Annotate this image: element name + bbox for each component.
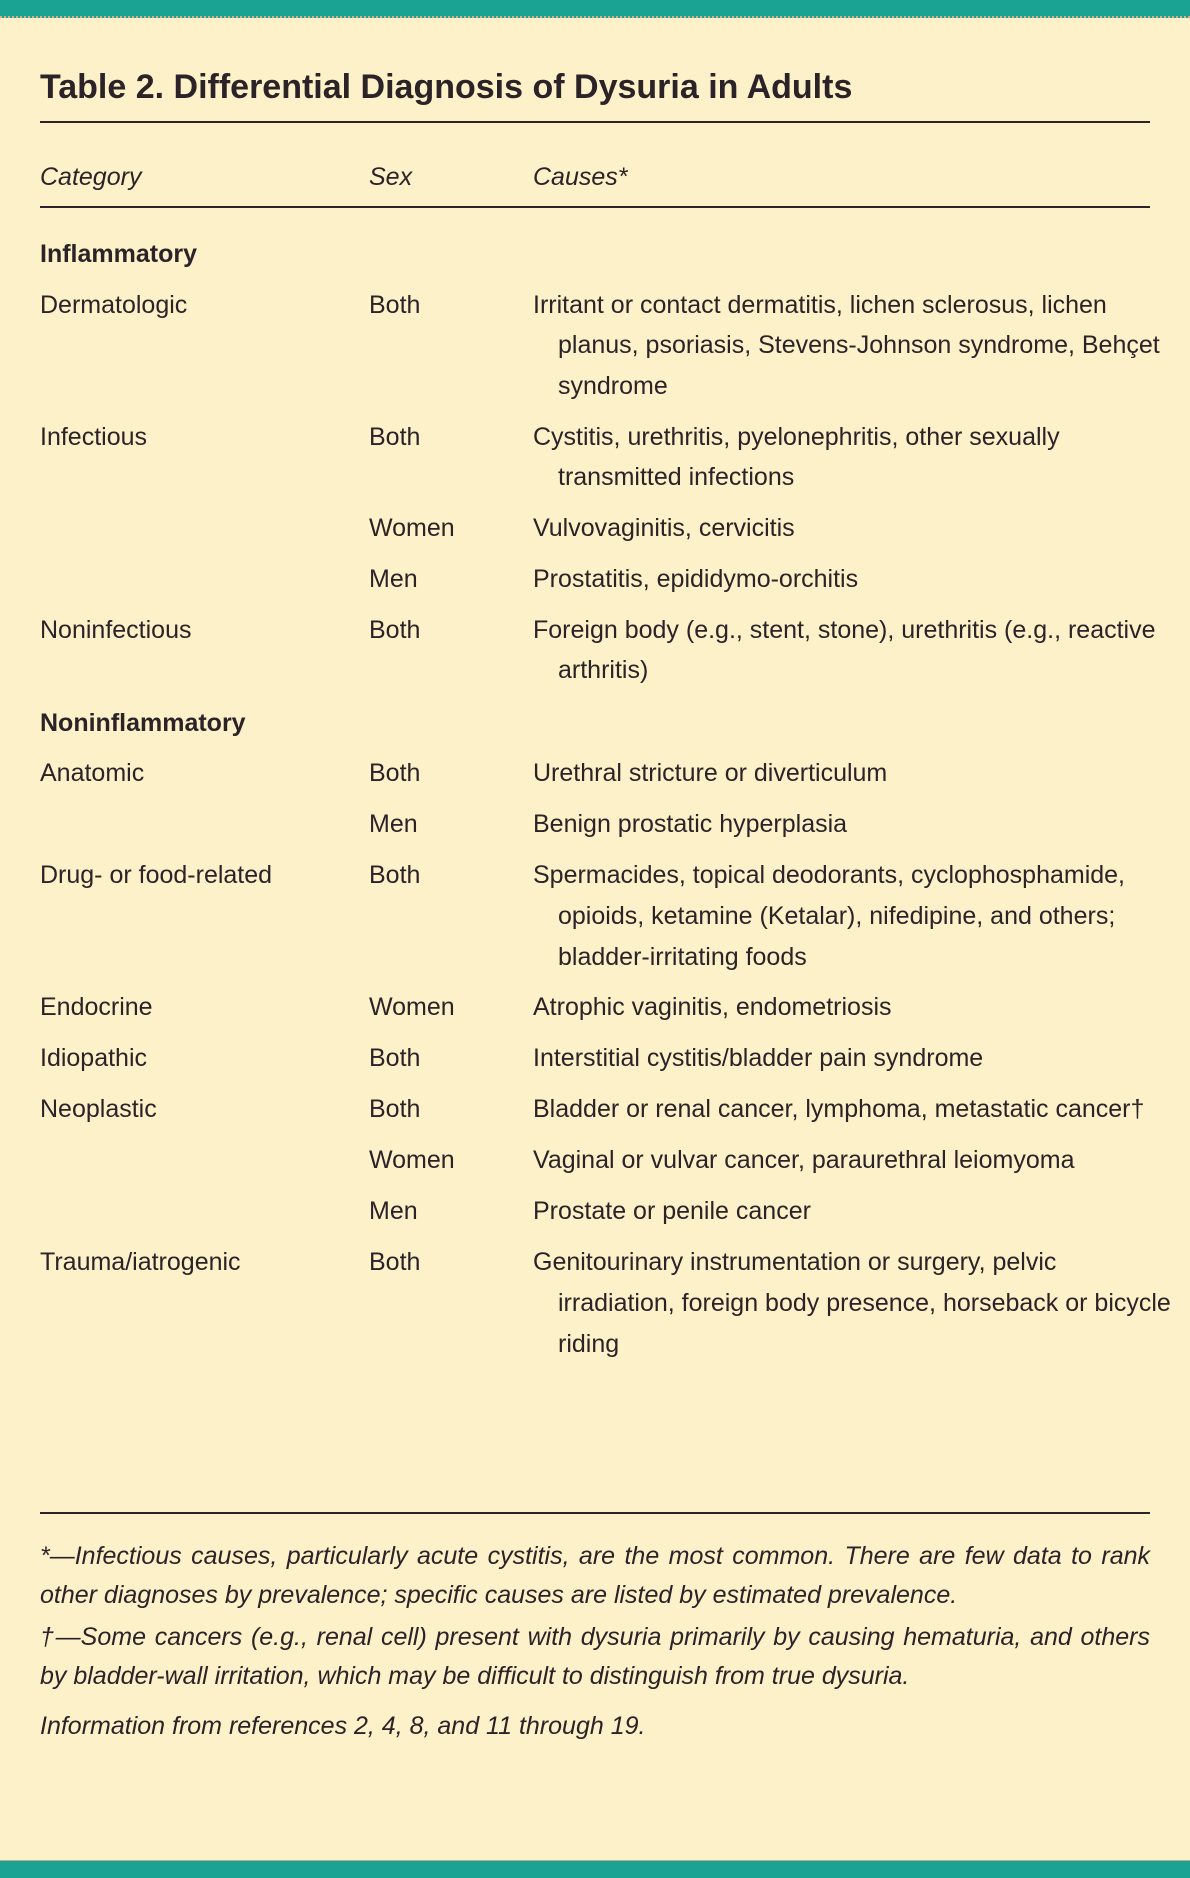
row-sex: Both: [369, 615, 421, 644]
table-row: [40, 1140, 1150, 1181]
table-row: [40, 987, 1150, 1028]
row-causes: Vulvovaginitis, cervicitis: [533, 513, 795, 542]
row-sex: Women: [369, 1146, 455, 1175]
table-row: [40, 559, 1150, 600]
row-category: Neoplastic: [40, 1095, 157, 1124]
header-causes: Causes*: [533, 163, 628, 191]
row-sex: Both: [369, 1095, 421, 1124]
footnote-dagger: †—Some cancers (e.g., renal cell) present with dysuria primarily by causing hematuria, and others by bladder-wall irritation, which may be difficult to distinguish from true dysuria.: [40, 1623, 1150, 1690]
row-sex: Both: [369, 1248, 421, 1277]
row-sex: Both: [369, 290, 421, 319]
table-row: [40, 417, 1150, 498]
bottom-rule: [40, 1512, 1150, 1514]
row-causes: Prostatitis, epididymo-orchitis: [533, 564, 859, 593]
row-category: Endocrine: [40, 993, 153, 1022]
row-category: Infectious: [40, 422, 148, 451]
group-heading: Inflammatory: [40, 240, 197, 268]
table-row: [40, 804, 1150, 845]
row-causes: Prostate or penile cancer: [533, 1197, 811, 1226]
row-sex: Men: [369, 564, 418, 593]
row-sex: Both: [369, 861, 421, 890]
header-rule: [40, 206, 1150, 208]
group-heading: Noninflammatory: [40, 708, 246, 737]
table-row: [40, 855, 1150, 977]
row-causes: Interstitial cystitis/bladder pain syndrome: [533, 1044, 984, 1073]
row-causes: Atrophic vaginitis, endometriosis: [533, 993, 892, 1022]
header-sex: Sex: [369, 163, 413, 191]
table-row: [40, 508, 1150, 549]
row-sex: Women: [369, 993, 455, 1022]
row-causes: Spermacides, topical deodorants, cyclophosphamide, opioids, ketamine (Ketalar), nifedipine, and others; bladder-irritating foods: [533, 861, 1126, 971]
table-row: [40, 1089, 1150, 1130]
row-sex: Both: [369, 1044, 421, 1073]
row-causes: Genitourinary instrumentation or surgery, pelvic irradiation, foreign body presence, horseback or bicycle riding: [533, 1248, 1171, 1358]
row-sex: Women: [369, 513, 455, 542]
bottom-band: [0, 1860, 1190, 1878]
table-body: [40, 234, 1171, 1374]
row-sex: Men: [369, 1197, 418, 1226]
table-row: [40, 285, 1160, 407]
row-sex: Both: [369, 422, 421, 451]
row-causes: Benign prostatic hyperplasia: [533, 810, 848, 839]
row-sex: Men: [369, 810, 418, 839]
top-band: [0, 0, 1190, 18]
table-row: [40, 753, 1150, 794]
table-row: [40, 1191, 1150, 1232]
row-causes: Vaginal or vulvar cancer, paraurethral leiomyoma: [533, 1146, 1075, 1175]
row-causes: Cystitis, urethritis, pyelonephritis, other sexually transmitted infections: [533, 422, 1060, 492]
table-row: [40, 1038, 1150, 1079]
table-row: [40, 610, 1156, 691]
row-sex: Both: [369, 759, 421, 788]
footnotes: [40, 1537, 1150, 1750]
footnote-asterisk: *—Infectious causes, particularly acute cystitis, are the most common. There are few data to rank other diagnoses by prevalence; specific causes are listed by estimated prevalence.: [40, 1542, 1150, 1609]
row-category: Anatomic: [40, 759, 145, 788]
title-rule: [40, 121, 1150, 123]
row-category: Idiopathic: [40, 1044, 148, 1073]
row-causes: Irritant or contact dermatitis, lichen sclerosus, lichen planus, psoriasis, Stevens-Johnson syndrome, Behçet syndrome: [533, 290, 1160, 401]
row-category: Trauma/iatrogenic: [40, 1248, 241, 1277]
row-causes: Bladder or renal cancer, lymphoma, metastatic cancer†: [533, 1095, 1145, 1124]
table-row: [40, 1242, 1171, 1364]
source-note: Information from references 2, 4, 8, and 11 through 19.: [40, 1712, 646, 1740]
row-causes: Foreign body (e.g., stent, stone), urethritis (e.g., reactive arthritis): [533, 615, 1156, 685]
row-category: Drug- or food-related: [40, 861, 273, 890]
row-causes: Urethral stricture or diverticulum: [533, 759, 888, 788]
row-category: Noninfectious: [40, 615, 192, 644]
row-category: Dermatologic: [40, 290, 188, 319]
header-category: Category: [40, 163, 142, 191]
table-title: Table 2. Differential Diagnosis of Dysuria in Adults: [40, 68, 853, 106]
